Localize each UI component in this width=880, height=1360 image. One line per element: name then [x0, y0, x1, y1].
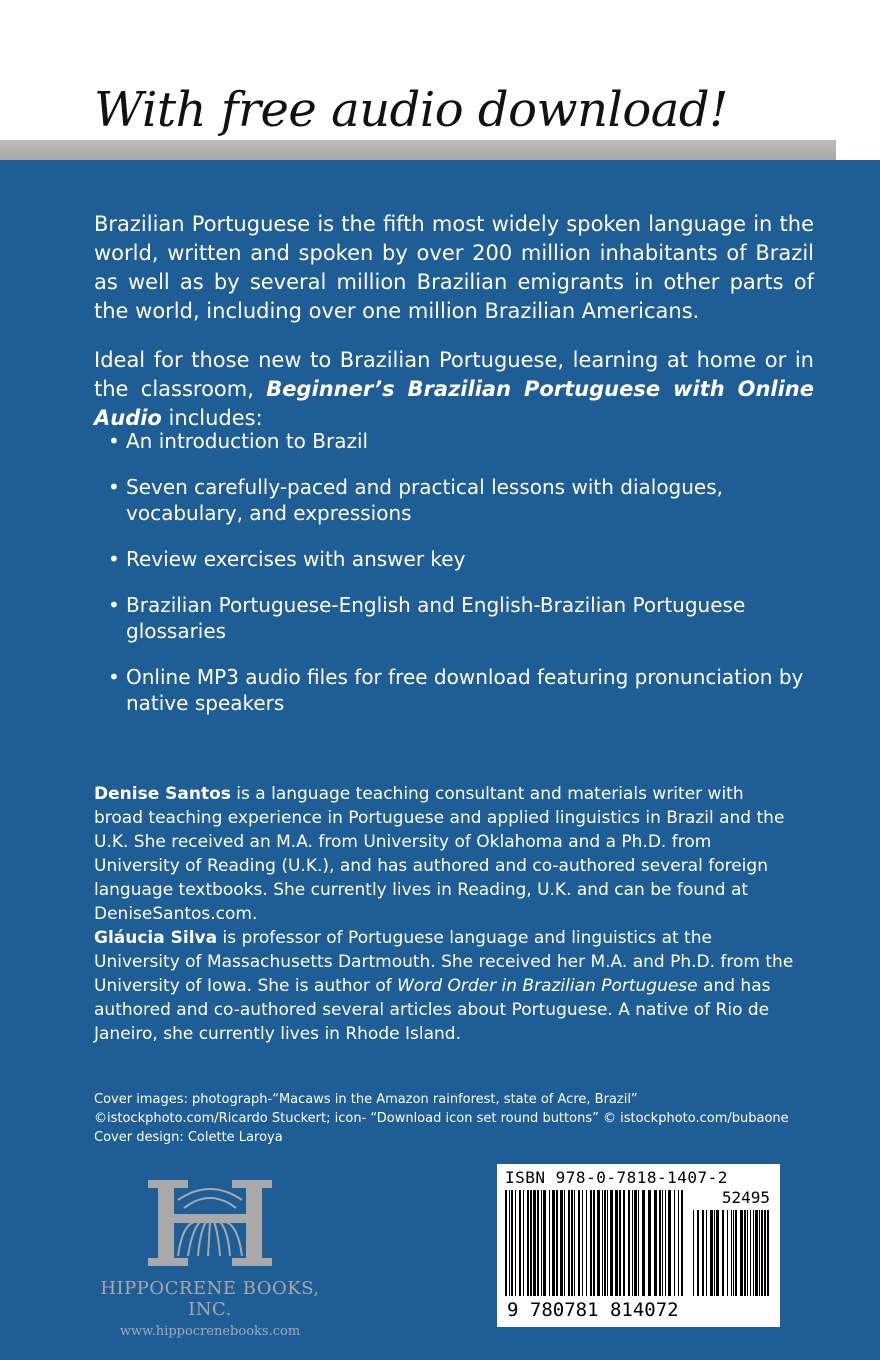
barcode-bar — [560, 1190, 563, 1296]
author-name: Denise Santos — [94, 784, 231, 804]
bullet-icon: • — [108, 593, 120, 617]
credit-line: ©istockphoto.com/Ricardo Stuckert; icon- “Download icon set round buttons” © istockphoto.com/bubaone — [94, 1111, 789, 1126]
barcode-bar — [505, 1190, 507, 1296]
author-book-title: Word Order in Brazilian Portuguese — [397, 976, 698, 996]
description-text: includes: — [161, 406, 263, 430]
barcode-bar — [568, 1190, 570, 1296]
author-bio-2 — [94, 926, 794, 1046]
blue-panel-corner — [836, 160, 880, 173]
barcode-bar — [533, 1190, 536, 1296]
barcode-bar — [755, 1210, 758, 1296]
barcode-bar — [519, 1190, 521, 1296]
barcode-bar — [735, 1210, 737, 1296]
feature-list — [108, 428, 808, 736]
barcode-bar — [638, 1190, 639, 1296]
barcode-bar — [697, 1210, 699, 1296]
barcode-bar — [659, 1190, 661, 1296]
isbn-number: ISBN 978-0-7818-1407-2 — [505, 1168, 728, 1187]
barcode-bar — [610, 1190, 613, 1296]
barcode-bar — [702, 1210, 704, 1296]
barcode-bar — [761, 1210, 763, 1296]
barcode-bar — [674, 1190, 675, 1296]
barcode-bar — [767, 1210, 769, 1296]
bullet-icon: • — [108, 475, 120, 499]
description-text: Ideal for those new to Brazilian Portuguese, learning at home or in the classroom, — [94, 348, 814, 401]
barcode-bar — [582, 1190, 583, 1296]
barcode-bar — [597, 1190, 600, 1296]
barcode-bar — [602, 1190, 603, 1296]
barcode-bar — [628, 1190, 630, 1296]
barcode-bar — [619, 1190, 621, 1296]
barcode-bar — [642, 1190, 645, 1296]
barcode-bar — [623, 1190, 625, 1296]
barcode-bar — [662, 1190, 663, 1296]
feature-text: An introduction to Brazil — [126, 429, 369, 453]
author-bio-text: is a language teaching consultant and materials writer with broad teaching experience in Portuguese and applied linguistics in Brazil and the U.K. She received an M.A. from University of Oklahoma and a Ph.D. from University of Reading (U.K.), and has authored and co-authored several foreign language textbooks. She currently lives in Reading, U.K. and can be found at DeniseSantos.com. — [94, 784, 785, 924]
barcode-bar — [543, 1190, 546, 1296]
ean-number: 9 780781 814072 — [507, 1299, 679, 1321]
barcode-bar — [511, 1190, 513, 1296]
barcode-bar — [750, 1210, 751, 1296]
barcode-bar — [586, 1190, 587, 1296]
list-item — [108, 474, 808, 526]
author-name: Gláucia Silva — [94, 928, 218, 948]
credit-line: Cover images: photograph-“Macaws in the Amazon rainforest, state of Acre, Brazil” — [94, 1092, 638, 1107]
barcode-bar — [593, 1190, 595, 1296]
barcode-bar — [722, 1210, 724, 1296]
barcode-bar — [716, 1210, 719, 1296]
barcode-bar — [654, 1190, 657, 1296]
barcode-bar — [549, 1190, 550, 1296]
barcode-bar — [740, 1210, 743, 1296]
barcode-bar — [571, 1190, 573, 1296]
barcode-bar — [552, 1190, 555, 1296]
barcode-bar — [714, 1210, 715, 1296]
bullet-icon: • — [108, 665, 120, 689]
bullet-icon: • — [108, 429, 120, 453]
barcode-bar — [530, 1190, 532, 1296]
barcode-bar — [668, 1190, 671, 1296]
barcode-bar — [574, 1190, 575, 1296]
description-paragraph-2 — [94, 346, 814, 433]
credit-line: Cover design: Colette Laroya — [94, 1130, 283, 1145]
barcode-bar — [578, 1190, 580, 1296]
author-bio-text: is professor of Portuguese language and linguistics at the University of Massachusetts Dartmouth. She received her M.A. and Ph.D. from the University of Iowa. She is author of — [94, 928, 794, 996]
barcode-bar — [556, 1190, 558, 1296]
book-title: Beginner’s Brazilian Portuguese with Online Audio — [94, 377, 814, 430]
feature-text: Online MP3 audio files for free download featuring pronunciation by native speakers — [126, 665, 804, 715]
barcode-bar — [604, 1190, 606, 1296]
barcode-bar — [515, 1190, 516, 1296]
barcode-bar — [706, 1210, 707, 1296]
hippocrene-logo-icon — [148, 1180, 272, 1266]
barcode-bar — [710, 1210, 713, 1296]
barcode-bar — [665, 1190, 666, 1296]
barcode-bar — [764, 1210, 766, 1296]
list-item — [108, 664, 808, 716]
barcode-bar — [632, 1190, 633, 1296]
feature-text: Brazilian Portuguese-English and English-Brazilian Portuguese glossaries — [126, 593, 746, 643]
bullet-icon: • — [108, 547, 120, 571]
feature-text: Seven carefully-paced and practical lessons with dialogues, vocabulary, and expressions — [126, 475, 724, 525]
barcode-bar — [733, 1210, 734, 1296]
publisher-name: HIPPOCRENE BOOKS, INC. — [100, 1278, 320, 1320]
list-item — [108, 428, 808, 454]
barcode-bar — [727, 1210, 728, 1296]
author-bio-1 — [94, 782, 794, 926]
price-addon: 52495 — [721, 1188, 770, 1207]
barcode-bar — [744, 1210, 746, 1296]
barcode-bar — [678, 1190, 679, 1296]
barcode-bar — [537, 1190, 539, 1296]
barcode-bar — [747, 1210, 748, 1296]
feature-text: Review exercises with answer key — [126, 547, 466, 571]
list-item — [108, 592, 808, 644]
barcode-bar — [648, 1190, 651, 1296]
barcode-bar — [564, 1190, 565, 1296]
cover-credits — [94, 1090, 814, 1147]
list-item — [108, 546, 808, 572]
barcode-bar — [615, 1190, 618, 1296]
author-bio-text: and has authored and co-authored several articles about Portuguese. A native of Rio de Janeiro, she currently lives in Rhode Island. — [94, 976, 771, 1044]
barcode-bar — [607, 1190, 608, 1296]
description-paragraph-1: Brazilian Portuguese is the fifth most widely spoken language in the world, written and spoken by over 200 million inhabitants of Brazil as well as by several million Brazilian emigrants in other parts of the world, including over one million Brazilian Americans. — [94, 212, 814, 323]
barcode-bar — [523, 1190, 524, 1296]
barcode-bar — [509, 1190, 510, 1296]
barcode-bar — [634, 1190, 637, 1296]
barcode-bar — [681, 1190, 683, 1296]
headline: With free audio download! — [94, 82, 728, 138]
barcode-bar — [759, 1210, 760, 1296]
barcode-bar — [753, 1210, 754, 1296]
barcode-bar — [693, 1210, 694, 1296]
barcode-bar — [731, 1210, 732, 1296]
publisher-url: www.hippocrenebooks.com — [119, 1324, 301, 1339]
barcode-bar — [527, 1190, 529, 1296]
barcode-bar — [541, 1190, 542, 1296]
publisher-logo — [80, 1180, 340, 1339]
isbn-barcode — [497, 1164, 780, 1327]
barcode-bar — [590, 1190, 592, 1296]
